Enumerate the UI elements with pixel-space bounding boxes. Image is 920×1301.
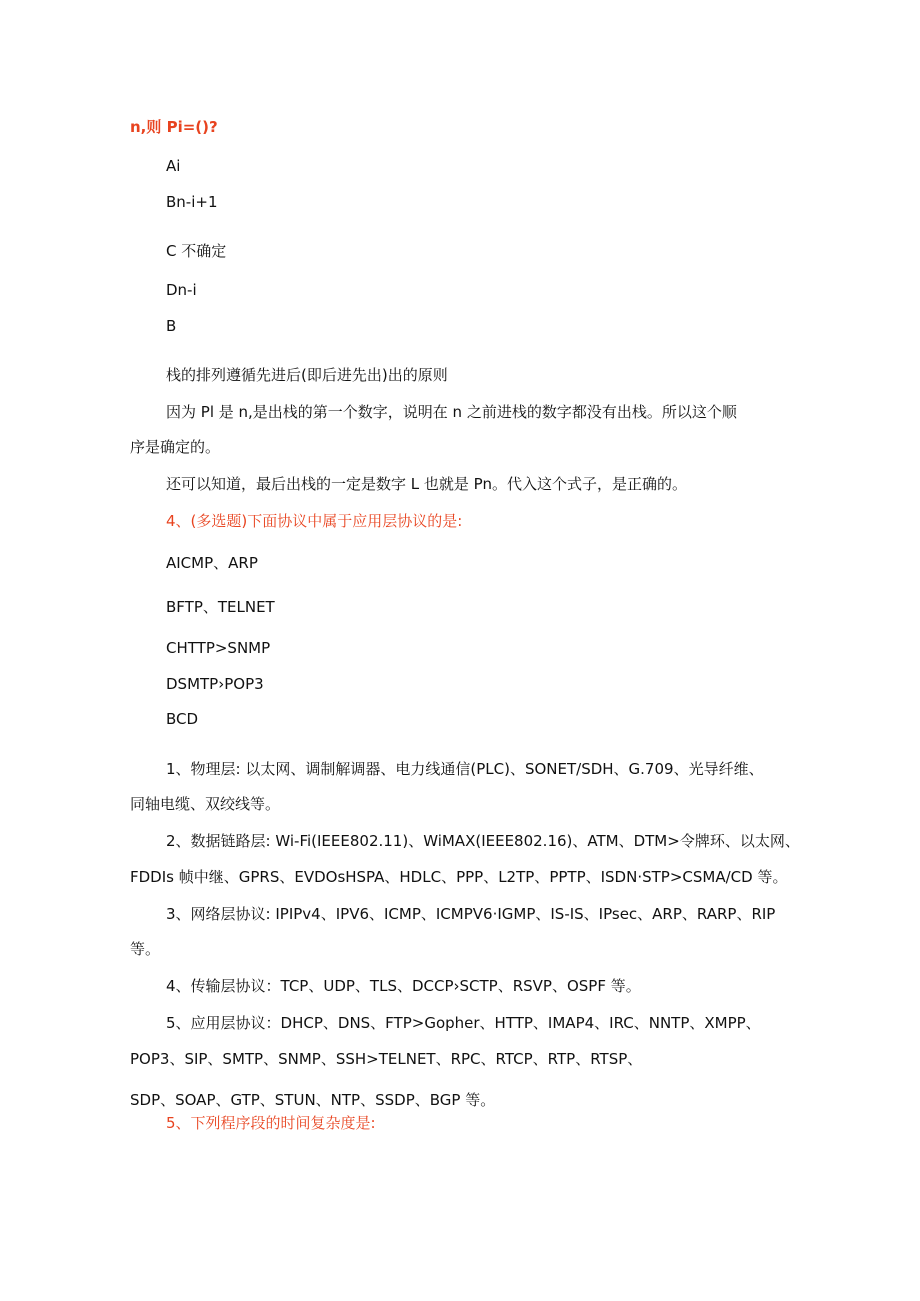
answer: BCD	[166, 710, 199, 728]
explanation-line: FDDIs 帧中继、GPRS、EVDOsHSPA、HDLC、PPP、L2TP、PPTP、ISDN·STP>CSMA/CD 等。	[130, 868, 788, 886]
explanation-line: SDP、SOAP、GTP、STUN、NTP、SSDP、BGP 等。	[130, 1091, 496, 1109]
explanation-line: 因为 Pl 是 n,是出栈的第一个数字，说明在 n 之前进栈的数字都没有出栈。所以这个顺	[166, 403, 737, 421]
explanation-line: 序是确定的。	[130, 438, 221, 456]
explanation-line: 5、应用层协议：DHCP、DNS、FTP>Gopher、HTTP、IMAP4、IRC、NNTP、XMPP、	[166, 1014, 761, 1032]
option-c: CHTTP>SNMP	[166, 639, 271, 657]
explanation-line: 1、物理层: 以太网、调制解调器、电力线通信(PLC)、SONET/SDH、G.709、光导纤维、	[166, 760, 764, 778]
question-title: 5、下列程序段的时间复杂度是:	[166, 1114, 376, 1132]
option-b: Bn-i+1	[166, 193, 218, 211]
explanation-line: 4、传输层协议：TCP、UDP、TLS、DCCP›SCTP、RSVP、OSPF 等。	[166, 977, 641, 995]
explanation-line: 2、数据链路层: Wi-Fi(IEEE802.11)、WiMAX(IEEE802.16)、ATM、DTM>令牌环、以太网、	[166, 832, 800, 850]
explanation-line: 同轴电缆、双绞线等。	[130, 795, 281, 813]
explanation-line: POP3、SIP、SMTP、SNMP、SSH>TELNET、RPC、RTCP、RTP、RTSP、	[130, 1050, 643, 1068]
explanation-line: 等。	[130, 940, 161, 958]
answer: B	[166, 317, 177, 335]
option-d: Dn-i	[166, 281, 197, 299]
option-c: C 不确定	[166, 242, 227, 260]
question-stem: n,则 Pi=()?	[130, 118, 218, 136]
explanation-line: 栈的排列遵循先进后(即后进先出)出的原则	[166, 366, 448, 384]
option-a: AICMP、ARP	[166, 554, 258, 572]
question-title: 4、(多选题)下面协议中属于应用层协议的是:	[166, 512, 463, 530]
option-b: BFTP、TELNET	[166, 598, 275, 616]
explanation-line: 3、网络层协议: IPIPv4、IPV6、ICMP、ICMPV6·IGMP、IS-IS、IPsec、ARP、RARP、RIP	[166, 905, 776, 923]
explanation-line: 还可以知道，最后出栈的一定是数字 L 也就是 Pn。代入这个式子，是正确的。	[166, 475, 687, 493]
option-d: DSMTP›POP3	[166, 675, 264, 693]
option-a: Ai	[166, 157, 181, 175]
